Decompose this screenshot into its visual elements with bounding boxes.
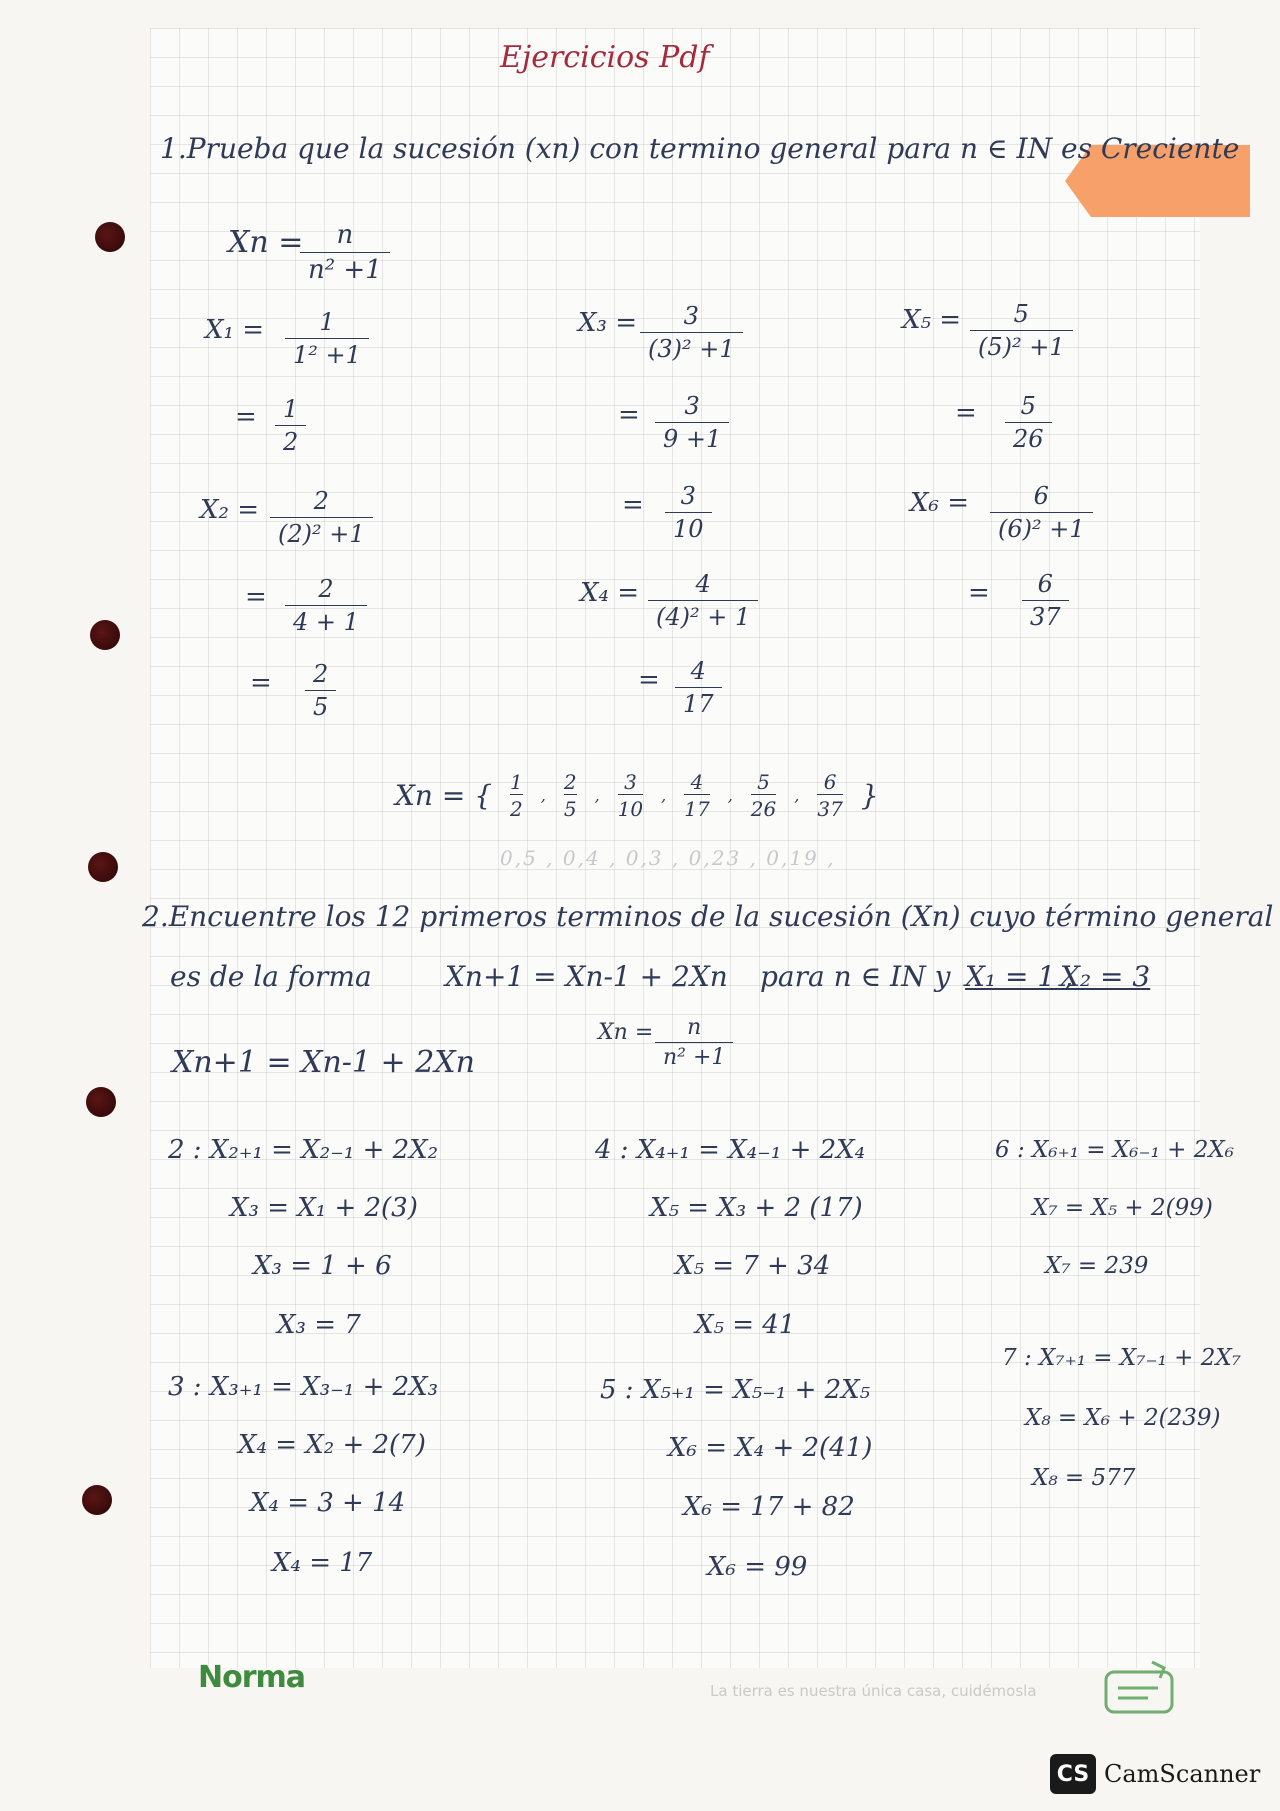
separator: , [727,786,733,805]
fraction-num: 5 [757,770,770,794]
faint-decimals: 0,5 , 0,4 , 0,3 , 0,23 , 0,19 , [500,846,836,870]
x1-fraction [285,308,369,369]
fraction-den: (5)² +1 [970,330,1073,361]
step-line: X₆ = 99 [707,1552,808,1582]
page-title: Ejercicios Pdf [500,40,710,75]
step-line: X₃ = 7 [277,1310,361,1340]
binder-hole [88,852,118,882]
fraction-num: 4 [690,770,704,794]
sequence-term [751,770,776,821]
sequence-lhs: Xn = { [395,779,493,812]
step-line: X₇ = X₅ + 2(99) [1032,1195,1213,1221]
sequence-term [817,770,842,821]
fraction-den: 17 [684,794,709,821]
x6-lhs: X₆ = [910,488,969,518]
r2-fraction [285,575,367,636]
problem2-statement-line1: 2.Encuentre los 12 primeros terminos de la sucesión (Xn) cuyo término general [142,900,1274,933]
fraction-den: (3)² +1 [640,332,743,363]
x2-lhs: X₂ = [200,495,259,525]
camscanner-icon: CS [1050,1754,1096,1794]
step-line: X₅ = 7 + 34 [675,1251,831,1281]
equals-sign: = [235,402,257,432]
step-line: 3 : X₃₊₁ = X₃₋₁ + 2X₃ [168,1372,439,1402]
fraction-den: 1² +1 [285,338,369,369]
fraction-den: 4 + 1 [285,605,367,636]
step-line: 4 : X₄₊₁ = X₄₋₁ + 2X₄ [595,1135,866,1165]
step-line: X₄ = 3 + 14 [250,1488,406,1518]
sequence-term [684,770,709,821]
r3-fraction [305,660,336,721]
fraction-num: 3 [683,302,699,330]
binder-hole [82,1485,112,1515]
equals-sign: = [250,668,272,698]
problem1-statement: 1.Prueba que la sucesión (xn) con termino general para n ∈ IN es Creciente [160,132,1240,165]
step-line: X₄ = X₂ + 2(7) [238,1430,426,1460]
fraction-den: 37 [1022,600,1069,631]
step-line: X₄ = 17 [272,1548,373,1578]
step-line: X₆ = X₄ + 2(41) [668,1433,873,1463]
step-line: 5 : X₅₊₁ = X₅₋₁ + 2X₅ [600,1375,871,1405]
x3-fraction [640,302,743,363]
fraction-num: 4 [695,570,711,598]
general-term-den: n² +1 [300,252,390,285]
fraction-num: 2 [313,660,329,688]
problem2-statement-a: es de la forma [170,960,372,993]
equals-sign: = [618,400,640,430]
fraction-num: 5 [1020,392,1036,420]
problem2-statement-e: X₂ = 3 [1060,960,1151,993]
general-term-num: n [336,220,354,250]
fraction-den: 10 [618,794,643,821]
footer-tagline: La tierra es nuestra única casa, cuidémosla [710,1682,1037,1700]
step-line: X₆ = 17 + 82 [683,1492,855,1522]
equals-sign: = [638,665,660,695]
binder-hole [86,1087,116,1117]
fraction-den: 9 +1 [655,422,729,453]
x5-lhs: X₅ = [902,305,961,335]
equals-sign: = [622,490,644,520]
equals-sign: = [968,578,990,608]
fraction-den: (4)² + 1 [648,600,758,631]
fraction-num: 1 [510,770,523,794]
fraction-den: 17 [675,687,722,718]
separator: , [594,786,600,805]
step-line: X₅ = 41 [695,1310,796,1340]
fraction-num: 1 [319,308,335,336]
x3-lhs: X₃ = [578,308,637,338]
separator: , [794,786,800,805]
fraction-num: 2 [563,770,577,794]
general-term-lhs: Xn = [228,225,304,260]
separator: , [661,786,667,805]
sequence-set [395,770,879,821]
r1-fraction [275,395,306,456]
fraction-num: 3 [680,482,696,510]
fraction-den: 5 [564,794,577,821]
problem2-statement-b: Xn+1 = Xn-1 + 2Xn [445,960,728,993]
step-line: 6 : X₆₊₁ = X₆₋₁ + 2X₆ [995,1137,1234,1163]
fraction-num: 4 [690,657,706,685]
fraction-den: 26 [751,794,776,821]
fraction-den: (6)² +1 [990,512,1093,543]
fraction-den: n² +1 [655,1042,733,1070]
x4-lhs: X₄ = [580,578,639,608]
fraction-num: 2 [313,487,329,515]
recurrence-formula: Xn+1 = Xn-1 + 2Xn [172,1045,475,1080]
x6-fraction [990,482,1093,543]
x2-fraction [270,487,373,548]
fraction-den: 37 [817,794,842,821]
norma-logo: Norma [198,1660,306,1695]
sequence-term [510,770,523,821]
fraction-den: 2 [275,425,306,456]
step-line: X₇ = 239 [1045,1253,1149,1279]
step-line: 7 : X₇₊₁ = X₇₋₁ + 2X₇ [1002,1345,1241,1371]
side-formula-lhs: Xn = [598,1020,654,1045]
fraction-den: 5 [305,690,336,721]
general-term-fraction [300,220,390,285]
fraction-num: 6 [823,770,837,794]
col2-r3-fraction [675,657,722,718]
camscanner-label: CamScanner [1104,1760,1261,1788]
col3-r2-fraction [1022,570,1069,631]
fraction-den: 26 [1005,422,1052,453]
fraction-num: 2 [318,575,334,603]
step-line: 2 : X₂₊₁ = X₂₋₁ + 2X₂ [168,1135,439,1165]
col3-r1-fraction [1005,392,1052,453]
col2-r2-fraction [665,482,712,543]
equals-sign: = [955,398,977,428]
problem2-statement-d: X₁ = 1 , [965,960,1074,993]
step-line: X₅ = X₃ + 2 (17) [650,1193,863,1223]
side-formula-fraction [655,1015,733,1070]
separator: , [540,786,546,805]
fraction-num: 1 [283,395,299,423]
fraction-den: 2 [510,794,523,821]
step-line: X₈ = X₆ + 2(239) [1025,1405,1221,1431]
step-line: X₃ = 1 + 6 [253,1251,392,1281]
x5-fraction [970,300,1073,361]
sequence-term [618,770,643,821]
problem2-statement-c: para n ∈ IN y [760,960,951,993]
fraction-num: 3 [624,770,637,794]
x1-lhs: X₁ = [205,315,264,345]
step-line: X₃ = X₁ + 2(3) [230,1193,418,1223]
recycle-paper-icon [1100,1658,1180,1718]
col2-r1-fraction [655,392,729,453]
fraction-num: 5 [1013,300,1029,328]
equals-sign: = [245,582,267,612]
sequence-rhs: } [860,779,879,812]
camscanner-badge [1050,1754,1260,1794]
fraction-den: (2)² +1 [270,517,373,548]
fraction-den: 10 [665,512,712,543]
binder-hole [95,222,125,252]
fraction-num: 6 [1037,570,1053,598]
fraction-num: 3 [684,392,700,420]
sequence-term [564,770,577,821]
binder-hole [90,620,120,650]
fraction-num: n [687,1015,702,1040]
step-line: X₈ = 577 [1032,1465,1136,1491]
x4-fraction [648,570,758,631]
fraction-num: 6 [1033,482,1049,510]
